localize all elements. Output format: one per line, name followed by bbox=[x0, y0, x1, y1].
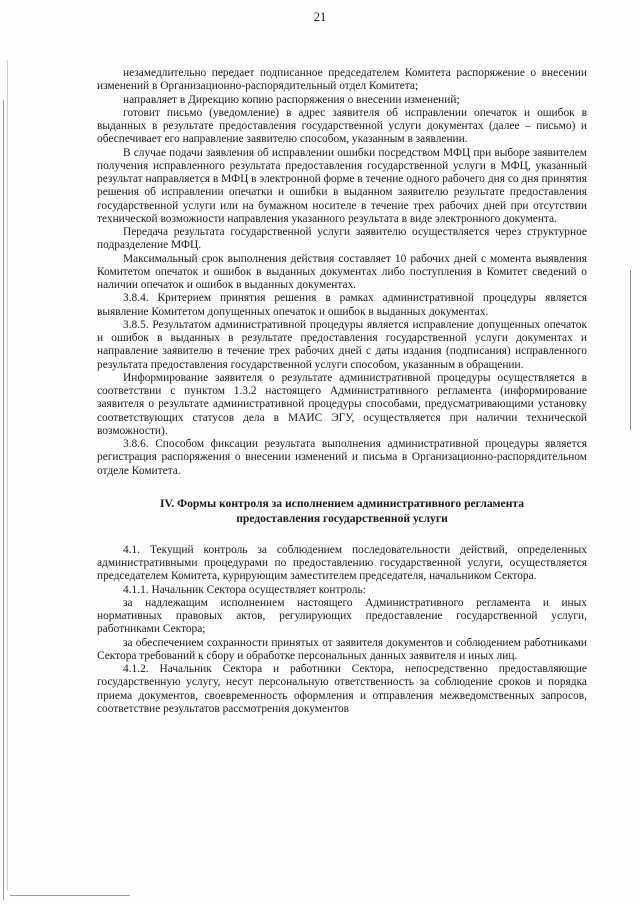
scan-edge-bottom bbox=[10, 895, 130, 896]
paragraph: 4.1.2. Начальник Сектора и работники Сектора, непосредственно предоставляющие государственную услугу, несут персональную ответственность за соблюдение сроков и порядка приема документов, своевременность оформления и отправления межведомственных запросов, соответствие результатов рассмотрения документов bbox=[97, 663, 587, 715]
paragraph: Передача результата государственной услуги заявителю осуществляется через структурное подразделение МФЦ. bbox=[97, 226, 587, 252]
scan-edge-left bbox=[3, 100, 4, 900]
section-heading-line-1: IV. Формы контроля за исполнением административного регламента bbox=[159, 496, 525, 510]
scan-edge-right bbox=[630, 270, 631, 430]
section-heading bbox=[97, 496, 587, 526]
document-body bbox=[97, 67, 587, 716]
paragraph: незамедлительно передает подписанное председателем Комитета распоряжение о внесении изменений в Организационно-распорядительный отдел Комитета; bbox=[97, 67, 587, 93]
paragraph: направляет в Дирекцию копию распоряжения о внесении изменений; bbox=[123, 93, 460, 106]
scan-edge-left-inner bbox=[7, 60, 8, 890]
paragraph: 3.8.5. Результатом административной процедуры является исправление допущенных опечаток и ошибок в выданных в результате предоставления государственной услуги документах и направление заявителю в течение трех рабочих дней с даты издания (подписания) исправленного результата предоставления государственной услуги способом, указанным в обращении. bbox=[97, 318, 587, 371]
paragraph: В случае подачи заявления об исправлении ошибки посредством МФЦ при выборе заявителем получения исправленного результата предоставления государственной услуги в МФЦ, указанный результат направляется в МФЦ в электронной форме в течение одного рабочего дня со дня принятия решения об исправлении опечатки и ошибки в выданном заявителю результате предоставления государственной услуги или на бумажном носителе в течение трех рабочих дней при отсутствии технической возможности направления указанного результата в виде электронного документа. bbox=[97, 146, 587, 225]
paragraph: готовит письмо (уведомление) в адрес заявителя об исправлении опечаток и ошибок в выданных в результате предоставления государственной услуги документах (далее – письмо) и обеспечивает его направление заявителю способом, указанным в заявлении. bbox=[97, 106, 587, 146]
page-number: 21 bbox=[313, 10, 327, 24]
paragraph: 4.1. Текущий контроль за соблюдением последовательности действий, определенных административными процедурами по предоставлению государственной услуги, осуществляется председателем Комитета, курирующим заместителем председателя, начальником Сектора. bbox=[97, 543, 587, 583]
paragraph: 3.8.6. Способом фиксации результата выполнения административной процедуры является регистрация распоряжения о внесении изменений и письма в Организационно-распорядительном отделе Комитета. bbox=[97, 438, 587, 477]
paragraph: 3.8.4. Критерием принятия решения в рамках административной процедуры является выявление Комитетом допущенных опечаток и ошибок в выданных документах. bbox=[97, 292, 587, 318]
paragraph: Информирование заявителя о результате административной процедуры осуществляется в соответствии с пунктом 1.3.2 настоящего Административного регламента (информирование заявителя о результате административной процедуры способами, предусматривающими установку соответствующих статусов дела в МАИС ЭГУ, осуществляется при наличии технической возможности). bbox=[97, 371, 587, 437]
paragraph: за надлежащим исполнением настоящего Административного регламента и иных нормативных правовых актов, регулирующих предоставление государственной услуги, работниками Сектора; bbox=[97, 596, 587, 636]
paragraph: 4.1.1. Начальник Сектора осуществляет контроль: bbox=[123, 583, 366, 596]
paragraph: Максимальный срок выполнения действия составляет 10 рабочих дней с момента выявления Комитетом опечаток и ошибок в выданных документах либо поступления в Комитет сведений о наличии опечаток и ошибок в выданных документах. bbox=[97, 252, 587, 291]
section-heading-line-2: предоставления государственной услуги bbox=[236, 511, 448, 525]
paragraph: за обеспечением сохранности принятых от заявителя документов и соблюдением работниками Сектора требований к сбору и обработке персональных данных заявителя и иных лиц. bbox=[97, 636, 587, 662]
